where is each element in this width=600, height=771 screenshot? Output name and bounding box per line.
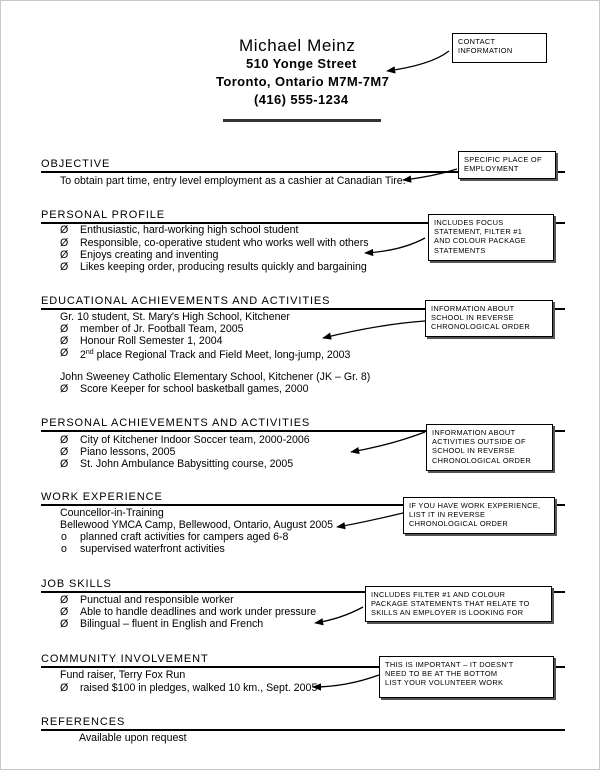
bullet-icon: Ø — [60, 458, 69, 470]
list-item: Likes keeping order, producing results quickly and bargaining — [80, 261, 367, 273]
list-item: Enjoys creating and inventing — [80, 249, 219, 261]
list-item: Responsible, co-operative student who works well with others — [80, 237, 369, 249]
city-address: Toronto, Ontario M7M-7M7 — [216, 74, 390, 89]
work-role: Councellor-in-Training — [60, 507, 164, 519]
bullet-icon: Ø — [60, 594, 69, 606]
list-item: Bilingual – fluent in English and French — [80, 618, 264, 630]
section-rule — [41, 729, 565, 731]
arrow-personal — [351, 432, 425, 452]
arrow-profile — [365, 238, 425, 253]
place-superscript: nd — [85, 349, 94, 356]
arrow-community — [313, 675, 379, 687]
arrow-skills — [315, 607, 363, 623]
section-title-community: COMMUNITY INVOLVEMENT — [41, 653, 209, 665]
note-objective: SPECIFIC PLACE OF EMPLOYMENT — [458, 151, 556, 179]
note-profile: INCLUDES FOCUS STATEMENT, FILTER #1 AND COLOUR PACKAGE STATEMENTS — [428, 214, 554, 261]
list-item: Able to handle deadlines and work under pressure — [80, 606, 317, 618]
place-number: 2 — [80, 349, 86, 361]
bullet-icon: Ø — [60, 347, 69, 359]
section-title-profile: PERSONAL PROFILE — [41, 209, 166, 221]
objective-text: To obtain part time, entry level employment as a cashier at Canadian Tire. — [60, 175, 406, 187]
list-item: Enthusiastic, hard-working high school student — [80, 224, 299, 236]
arrow-work — [337, 513, 403, 527]
work-place: Bellewood YMCA Camp, Bellewood, Ontario, August 2005 — [60, 519, 334, 531]
bullet-icon: Ø — [60, 335, 69, 347]
resume-name: Michael Meinz — [239, 36, 356, 55]
list-item: raised $100 in pledges, walked 10 km., Sept. 2005 — [80, 682, 318, 694]
school-line: Gr. 10 student, St. Mary's High School, Kitchener — [60, 311, 290, 323]
list-item: member of Jr. Football Team, 2005 — [80, 323, 244, 335]
arrow-education — [323, 321, 425, 338]
note-contact: CONTACT INFORMATION — [452, 33, 547, 63]
bullet-icon: Ø — [60, 434, 69, 446]
bullet-icon: Ø — [60, 224, 69, 236]
section-title-references: REFERENCES — [41, 716, 126, 728]
bullet-icon: Ø — [60, 606, 69, 618]
bullet-icon: Ø — [60, 261, 69, 273]
bullet-icon: Ø — [60, 618, 69, 630]
place-text: place Regional Track and Field Meet, long-jump, 2003 — [93, 349, 351, 361]
references-text: Available upon request — [79, 732, 187, 744]
list-item: planned craft activities for campers aged 6-8 — [80, 531, 289, 543]
list-item: Honour Roll Semester 1, 2004 — [80, 335, 223, 347]
section-title-personal: PERSONAL ACHIEVEMENTS AND ACTIVITIES — [41, 417, 311, 429]
list-item: Piano lessons, 2005 — [80, 446, 176, 458]
bullet-icon: Ø — [60, 323, 69, 335]
bullet-icon: Ø — [60, 249, 69, 261]
note-community: THIS IS IMPORTANT – IT DOESN'T NEED TO BE AT THE BOTTOM LIST YOUR VOLUNTEER WORK — [379, 656, 554, 698]
bullet-icon: Ø — [60, 446, 69, 458]
community-line: Fund raiser, Terry Fox Run — [60, 669, 186, 681]
list-item: supervised waterfront activities — [80, 543, 225, 555]
section-title-education: EDUCATIONAL ACHIEVEMENTS AND ACTIVITIES — [41, 295, 331, 307]
phone-number: (416) 555-1234 — [254, 92, 349, 107]
section-title-objective: OBJECTIVE — [41, 158, 111, 170]
list-item: City of Kitchener Indoor Soccer team, 2000-2006 — [80, 434, 310, 446]
list-item: St. John Ambulance Babysitting course, 2005 — [80, 458, 294, 470]
section-title-skills: JOB SKILLS — [41, 578, 112, 590]
school-line: John Sweeney Catholic Elementary School, Kitchener (JK – Gr. 8) — [60, 371, 371, 383]
note-skills: INCLUDES FILTER #1 AND COLOUR PACKAGE STATEMENTS THAT RELATE TO SKILLS AN EMPLOYER IS LOOKING FOR — [365, 586, 552, 622]
list-item: Punctual and responsible worker — [80, 594, 234, 606]
bullet-icon: Ø — [60, 682, 69, 694]
section-title-work: WORK EXPERIENCE — [41, 491, 163, 503]
list-item: Score Keeper for school basketball games, 2000 — [80, 383, 309, 395]
bullet-icon: Ø — [60, 383, 69, 395]
circle-bullet-icon: o — [61, 543, 67, 555]
circle-bullet-icon: o — [61, 531, 67, 543]
note-education: INFORMATION ABOUT SCHOOL IN REVERSE CHRONOLOGICAL ORDER — [425, 300, 553, 337]
note-work: IF YOU HAVE WORK EXPERIENCE, LIST IT IN REVERSE CHRONOLOGICAL ORDER — [403, 497, 555, 534]
arrow-contact — [387, 51, 449, 71]
header-divider — [223, 119, 381, 122]
street-address: 510 Yonge Street — [246, 56, 357, 71]
bullet-icon: Ø — [60, 237, 69, 249]
list-item — [80, 347, 350, 361]
note-personal: INFORMATION ABOUT ACTIVITIES OUTSIDE OF SCHOOL IN REVERSE CHRONOLOGICAL ORDER — [426, 424, 553, 471]
